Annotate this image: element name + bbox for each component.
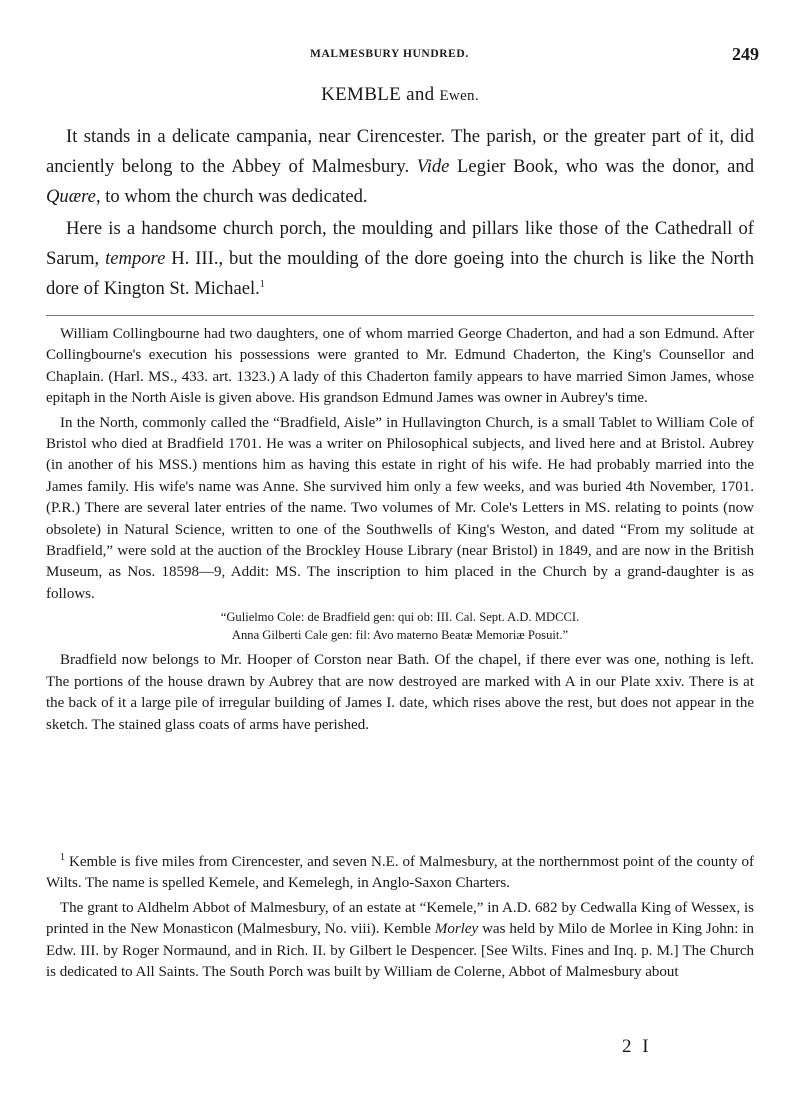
footnotes-section: [46, 852, 754, 986]
note-paragraph-3: Bradfield now belongs to Mr. Hooper of Corston near Bath. Of the chapel, if there ever was one, nothing is left. The portions of the house drawn by Aubrey that are now destroyed are marked with A in our Plate xxiv. There is at the back of it a large pile of irregular building of James I. date, which rises above the rest, but does not appear in the sketch. The stained glass coats of arms have perished.: [46, 652, 754, 733]
text-run: It stands in a delicate campania, near Cirencester. The parish, or the greater part of it, did anciently belong to the Abbey of Malmesbury.: [46, 126, 754, 177]
signature-mark: 2 I: [622, 1036, 652, 1057]
italic-run: Quære: [46, 186, 96, 207]
inscription-quote: [46, 608, 754, 644]
inscription-line-1: “Gulielmo Cole: de Bradfield gen: qui ob: III. Cal. Sept. A.D. MDCCI.: [220, 610, 580, 625]
footnote-text: Kemble is five miles from Cirencester, and seven N.E. of Malmesbury, at the northernmost point of the county of Wilts. The name is spelled Kemele, and Kemelegh, in Anglo-Saxon Charters.: [46, 854, 754, 892]
text-run: Legier Book, who was the donor, and: [449, 156, 754, 177]
inscription-line-2: Anna Gilberti Cale gen: fil: Avo materno Beatæ Memoriæ Posuit.”: [231, 628, 569, 643]
text-run: , to whom the church was dedicated.: [95, 186, 368, 207]
section-title-main: KEMBLE and: [321, 84, 440, 105]
footnote-1: [46, 852, 754, 895]
notes-section: [46, 324, 754, 739]
section-divider: [46, 315, 754, 316]
text-run: H. III., but the moulding of the dore goeing into the church is like the North dore of Kington St. Michael.: [46, 248, 754, 299]
running-title: MALMESBURY HUNDRED.: [310, 48, 469, 60]
italic-run: tempore: [105, 248, 166, 269]
note-paragraph-1: William Collingbourne had two daughters, one of whom married George Chaderton, and had a son Edmund. After Collingbourne's execution his possessions were granted to Mr. Edmund Chaderton, the King's Counsellor and Chaplain. (Harl. MS., 433. art. 1323.) A lady of this Chaderton family appears to have married Simon James, whose epitaph in the North Aisle is given above. His grandson Edmund James was owner in Aubrey's time.: [46, 326, 754, 407]
text-run: was held by Milo de Morlee in King John: in Edw. III. by Roger Normaund, and in Rich. II. by Gilbert le Despencer. [See Wilts. Fines and Inq. p. M.] The Church is dedicated to All Saints. The South Porch was built by William de Colerne, Abbot of Malmesbury about: [46, 921, 754, 981]
italic-run: Vide: [416, 156, 450, 177]
note-paragraph-2: In the North, commonly called the “Bradfield, Aisle” in Hullavington Church, is a small Tablet to William Cole of Bristol who died at Bradfield 1701. He was a writer on Philosophical subjects, and lived here and at Bristol. Aubrey (in another of his MSS.) mentions him as having this estate in right of his wife. He had probably married into the James family. His wife's name was Anne. She survived him only a few weeks, and was buried 4th November, 1701. (P.R.) There are several later entries of the name. Two volumes of Mr. Cole's Letters in MS. relating to points (now obsolete) in Natural Science, written to one of the Southwells of King's Weston, and dated “From my solitude at Bradfield,” were sold at the auction of the Brockley House Library (near Bristol) in 1849, and are now in the British Museum, as Nos. 18598—9, Addit: MS. The inscription to him placed in the Church by a grand-daughter is as follows.: [46, 414, 754, 602]
italic-run: Morley: [434, 921, 479, 938]
page-number: 249: [732, 44, 759, 64]
section-title: [0, 84, 800, 106]
main-paragraph-2: [46, 214, 754, 304]
footnote-marker: 1: [60, 852, 65, 863]
footnote-1-continuation: [46, 898, 754, 984]
text-run: Here is a handsome church porch, the moulding and pillars like those of the Cathedrall of Sarum,: [46, 218, 754, 269]
text-run: The grant to Aldhelm Abbot of Malmesbury, of an estate at “Kemele,” in A.D. 682 by Cedwalla King of Wessex, is printed in the New Monasticon (Malmesbury, No. viii). Kemble: [46, 899, 754, 938]
section-title-smallcaps: Ewen.: [439, 88, 479, 104]
main-paragraph-1: [46, 122, 754, 212]
footnote-reference[interactable]: 1: [259, 278, 265, 290]
main-text: [46, 122, 754, 306]
running-head: [0, 44, 800, 68]
